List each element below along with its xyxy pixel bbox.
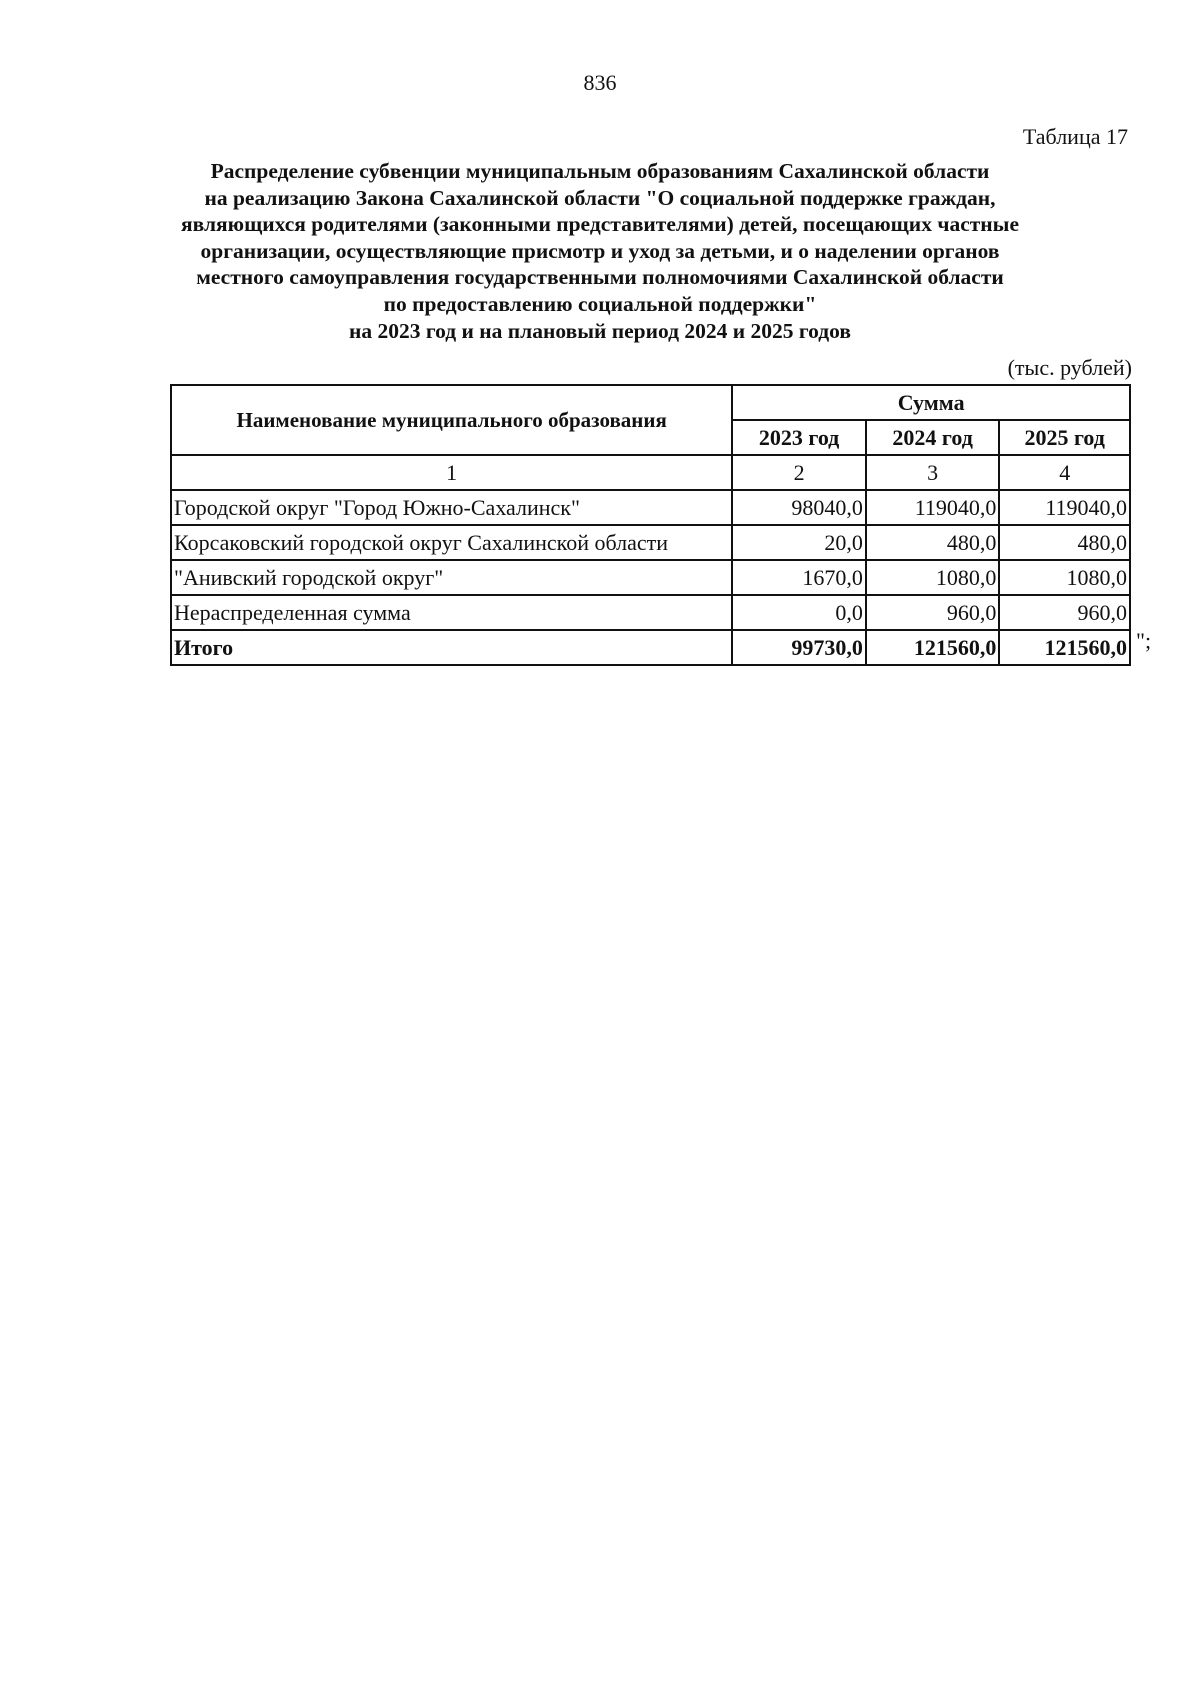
header-year: 2023 год [732,420,866,455]
header-year: 2024 год [866,420,1000,455]
value-2024: 960,0 [866,595,1000,630]
header-name: Наименование муниципального образования [171,385,732,455]
table-row [171,560,1130,595]
value-2025: 1080,0 [999,560,1130,595]
units-label: (тыс. рублей) [1007,355,1132,380]
value-2023: 1670,0 [732,560,866,595]
municipality-name: "Анивский городской округ" [171,560,732,595]
total-label: Итого [171,630,732,665]
column-number: 3 [866,455,1000,490]
column-number: 1 [171,455,732,490]
table-row [171,490,1130,525]
value-2024: 1080,0 [866,560,1000,595]
table-row [171,525,1130,560]
value-2025: 480,0 [999,525,1130,560]
value-2024: 119040,0 [866,490,1000,525]
table-label: Таблица 17 [1022,124,1128,149]
total-row [171,630,1130,665]
column-number: 2 [732,455,866,490]
title-line: организации, осуществляющие присмотр и уход за детьми, и о наделении органов [200,238,1000,263]
header-row [171,385,1130,420]
total-2023: 99730,0 [732,630,866,665]
title-line: по предоставлению социальной поддержки" [383,291,817,316]
total-2025: 121560,0 [999,630,1130,665]
municipality-name: Городской округ "Город Южно-Сахалинск" [171,490,732,525]
title-line: Распределение субвенции муниципальным образованиям Сахалинской области [210,159,990,183]
value-2025: 960,0 [999,595,1130,630]
table-row [171,595,1130,630]
municipality-name: Корсаковский городской округ Сахалинской области [171,525,732,560]
value-2024: 480,0 [866,525,1000,560]
column-number: 4 [999,455,1130,490]
title-line: местного самоуправления государственными полномочиями Сахалинской области [196,265,1004,290]
total-2024: 121560,0 [866,630,1000,665]
header-sum: Сумма [732,385,1130,420]
value-2025: 119040,0 [999,490,1130,525]
municipality-name: Нераспределенная сумма [171,595,732,630]
document-title [150,158,1050,344]
page-number: 836 [583,70,617,95]
value-2023: 0,0 [732,595,866,630]
header-year: 2025 год [999,420,1130,455]
value-2023: 98040,0 [732,490,866,525]
title-line: на 2023 год и на плановый период 2024 и 2025 годов [349,318,851,343]
title-line: на реализацию Закона Сахалинской области "О социальной поддержке граждан, [204,185,996,210]
value-2023: 20,0 [732,525,866,560]
subvention-table [170,384,1131,666]
column-numbers-row [171,455,1130,490]
closing-quote-mark: "; [1136,628,1152,653]
title-line: являющихся родителями (законными представителями) детей, посещающих частные [180,212,1020,237]
